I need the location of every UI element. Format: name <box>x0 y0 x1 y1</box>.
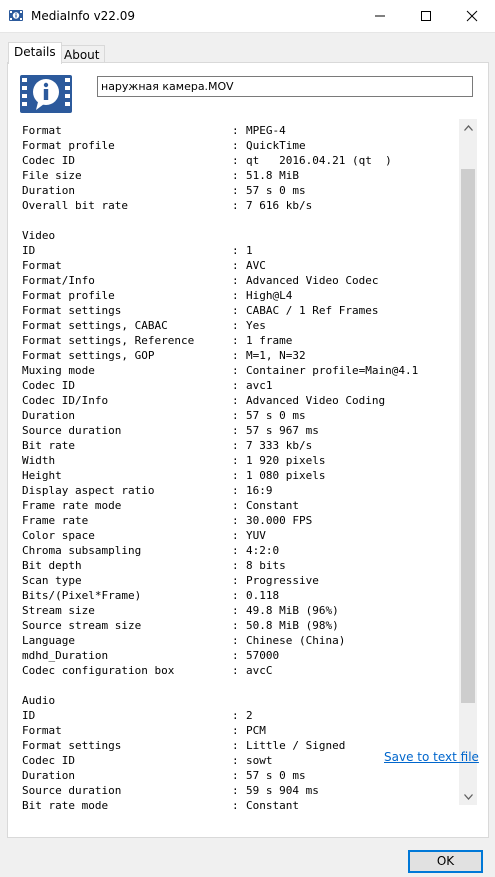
report-value: 49.8 MiB (96%) <box>246 604 339 617</box>
report-separator: : <box>232 364 239 377</box>
report-key: Frame rate mode <box>22 499 122 512</box>
close-icon <box>467 11 477 21</box>
maximize-button[interactable] <box>403 0 449 32</box>
report-separator: : <box>232 439 239 452</box>
report-separator: : <box>232 529 239 542</box>
report-key: Color space <box>22 529 95 542</box>
report-separator: : <box>232 244 239 257</box>
report-value: 2 <box>246 709 253 722</box>
report-key: Format settings, Reference <box>22 334 195 347</box>
report-separator: : <box>232 199 239 212</box>
report-key: Format <box>22 259 62 272</box>
chevron-down-icon <box>464 794 473 800</box>
report-separator: : <box>232 274 239 287</box>
report-separator: : <box>232 604 239 617</box>
report-separator: : <box>232 499 239 512</box>
report-key: Duration <box>22 409 75 422</box>
report-key: Duration <box>22 184 75 197</box>
report-separator: : <box>232 289 239 302</box>
report-value: 1 080 pixels <box>246 469 326 482</box>
report-separator: : <box>232 634 239 647</box>
report-value: 51.8 MiB <box>246 169 299 182</box>
report-separator: : <box>232 349 239 362</box>
scroll-down-button[interactable] <box>459 788 477 805</box>
report-separator: : <box>232 544 239 557</box>
report-value: Chinese (China) <box>246 634 346 647</box>
report-separator: : <box>232 559 239 572</box>
report-value: avcC <box>246 664 273 677</box>
tab-about[interactable]: About <box>58 45 105 64</box>
report-value: 16:9 <box>246 484 273 497</box>
report-scrollbar[interactable] <box>459 119 477 805</box>
report-key: ID <box>22 709 36 722</box>
report-key: Language <box>22 634 75 647</box>
report-value: 4:2:0 <box>246 544 280 557</box>
report-value: 30.000 FPS <box>246 514 313 527</box>
ok-button[interactable]: OK <box>408 850 483 873</box>
report-value: Advanced Video Coding <box>246 394 386 407</box>
title-bar <box>0 0 495 33</box>
report-key: Format settings <box>22 304 122 317</box>
report-key: Width <box>22 454 56 467</box>
report-separator: : <box>232 664 239 677</box>
report-separator: : <box>232 124 239 137</box>
chevron-up-icon <box>464 125 473 131</box>
details-panel <box>7 62 489 838</box>
report-separator: : <box>232 709 239 722</box>
report-value: High@L4 <box>246 289 293 302</box>
report-key: Bit rate <box>22 439 75 452</box>
report-separator: : <box>232 304 239 317</box>
report-value: Progressive <box>246 574 319 587</box>
report-value: Constant <box>246 499 299 512</box>
close-button[interactable] <box>449 0 495 32</box>
report-key: Bits/(Pixel*Frame) <box>22 589 142 602</box>
report-key: Codec ID/Info <box>22 394 109 407</box>
report-key: Display aspect ratio <box>22 484 155 497</box>
report-value: 57 s 967 ms <box>246 424 319 437</box>
report-separator: : <box>232 409 239 422</box>
report-value: AVC <box>246 259 266 272</box>
report-value: 1 frame <box>246 334 293 347</box>
report-separator: : <box>232 469 239 482</box>
report-separator: : <box>232 739 239 752</box>
report-key: Codec configuration box <box>22 664 175 677</box>
window-title: MediaInfo v22.09 <box>31 9 136 23</box>
report-value: qt 2016.04.21 (qt ) <box>246 154 392 167</box>
scroll-up-button[interactable] <box>459 119 477 136</box>
report-key: Codec ID <box>22 379 75 392</box>
report-key: Source duration <box>22 424 122 437</box>
report-key: Codec ID <box>22 754 75 767</box>
report-separator: : <box>232 769 239 782</box>
report-key: Format <box>22 724 62 737</box>
report-value: 57 s 0 ms <box>246 184 306 197</box>
report-value: 50.8 MiB (98%) <box>246 619 339 632</box>
report-key: Format settings, GOP <box>22 349 155 362</box>
report-separator: : <box>232 619 239 632</box>
info-film-icon <box>20 73 72 115</box>
report-separator: : <box>232 184 239 197</box>
media-report[interactable] <box>22 120 462 812</box>
report-value: 57 s 0 ms <box>246 769 306 782</box>
report-separator: : <box>232 799 239 812</box>
report-value: M=1, N=32 <box>246 349 306 362</box>
report-separator: : <box>232 319 239 332</box>
report-key: Source stream size <box>22 619 142 632</box>
report-separator: : <box>232 394 239 407</box>
report-value: CABAC / 1 Ref Frames <box>246 304 379 317</box>
mediainfo-app-icon <box>8 8 24 24</box>
report-value: PCM <box>246 724 266 737</box>
report-key: Video <box>22 229 56 242</box>
report-separator: : <box>232 139 239 152</box>
report-value: 0.118 <box>246 589 280 602</box>
report-key: mdhd_Duration <box>22 649 109 662</box>
report-separator: : <box>232 424 239 437</box>
tab-strip <box>0 32 495 64</box>
report-key: File size <box>22 169 82 182</box>
report-separator: : <box>232 649 239 662</box>
report-key: Codec ID <box>22 154 75 167</box>
report-key: ID <box>22 244 36 257</box>
report-separator: : <box>232 334 239 347</box>
report-key: Overall bit rate <box>22 199 128 212</box>
report-separator: : <box>232 754 239 767</box>
report-key: Audio <box>22 694 56 707</box>
report-separator: : <box>232 454 239 467</box>
report-separator: : <box>232 259 239 272</box>
report-separator: : <box>232 169 239 182</box>
report-value: 8 bits <box>246 559 286 572</box>
report-key: Format profile <box>22 289 115 302</box>
report-value: 57000 <box>246 649 280 662</box>
maximize-icon <box>421 11 431 21</box>
report-value: 59 s 904 ms <box>246 784 319 797</box>
minimize-button[interactable] <box>357 0 403 32</box>
report-separator: : <box>232 574 239 587</box>
report-separator: : <box>232 724 239 737</box>
report-value: 57 s 0 ms <box>246 409 306 422</box>
report-key: Format settings <box>22 739 122 752</box>
report-key: Format profile <box>22 139 115 152</box>
report-key: Format settings, CABAC <box>22 319 168 332</box>
report-value: Advanced Video Codec <box>246 274 379 287</box>
report-key: Scan type <box>22 574 82 587</box>
report-value: 7 616 kb/s <box>246 199 313 212</box>
report-value: 1 <box>246 244 253 257</box>
report-value: Container profile=Main@4.1 <box>246 364 419 377</box>
report-separator: : <box>232 784 239 797</box>
minimize-icon <box>375 11 385 21</box>
report-key: Frame rate <box>22 514 89 527</box>
report-key: Muxing mode <box>22 364 95 377</box>
report-key: Chroma subsampling <box>22 544 142 557</box>
report-value: Little / Signed <box>246 739 346 752</box>
report-value: MPEG-4 <box>246 124 286 137</box>
report-key: Source duration <box>22 784 122 797</box>
scroll-thumb[interactable] <box>461 169 475 703</box>
report-value: Constant <box>246 799 299 812</box>
report-key: Height <box>22 469 62 482</box>
report-value: 1 920 pixels <box>246 454 326 467</box>
report-separator: : <box>232 514 239 527</box>
report-key: Format <box>22 124 62 137</box>
report-key: Format/Info <box>22 274 95 287</box>
report-value: avc1 <box>246 379 273 392</box>
report-value: YUV <box>246 529 266 542</box>
report-key: Bit depth <box>22 559 82 572</box>
report-key: Stream size <box>22 604 95 617</box>
file-name-field[interactable]: наружная камера.MOV <box>97 76 473 97</box>
report-separator: : <box>232 379 239 392</box>
report-separator: : <box>232 589 239 602</box>
report-value: Yes <box>246 319 266 332</box>
report-separator: : <box>232 484 239 497</box>
tab-details[interactable]: Details <box>8 42 62 64</box>
report-key: Bit rate mode <box>22 799 109 812</box>
report-separator: : <box>232 154 239 167</box>
report-value: sowt <box>246 754 273 767</box>
report-value: 7 333 kb/s <box>246 439 313 452</box>
save-to-text-file-link[interactable]: Save to text file <box>384 750 479 764</box>
report-key: Duration <box>22 769 75 782</box>
report-value: QuickTime <box>246 139 306 152</box>
